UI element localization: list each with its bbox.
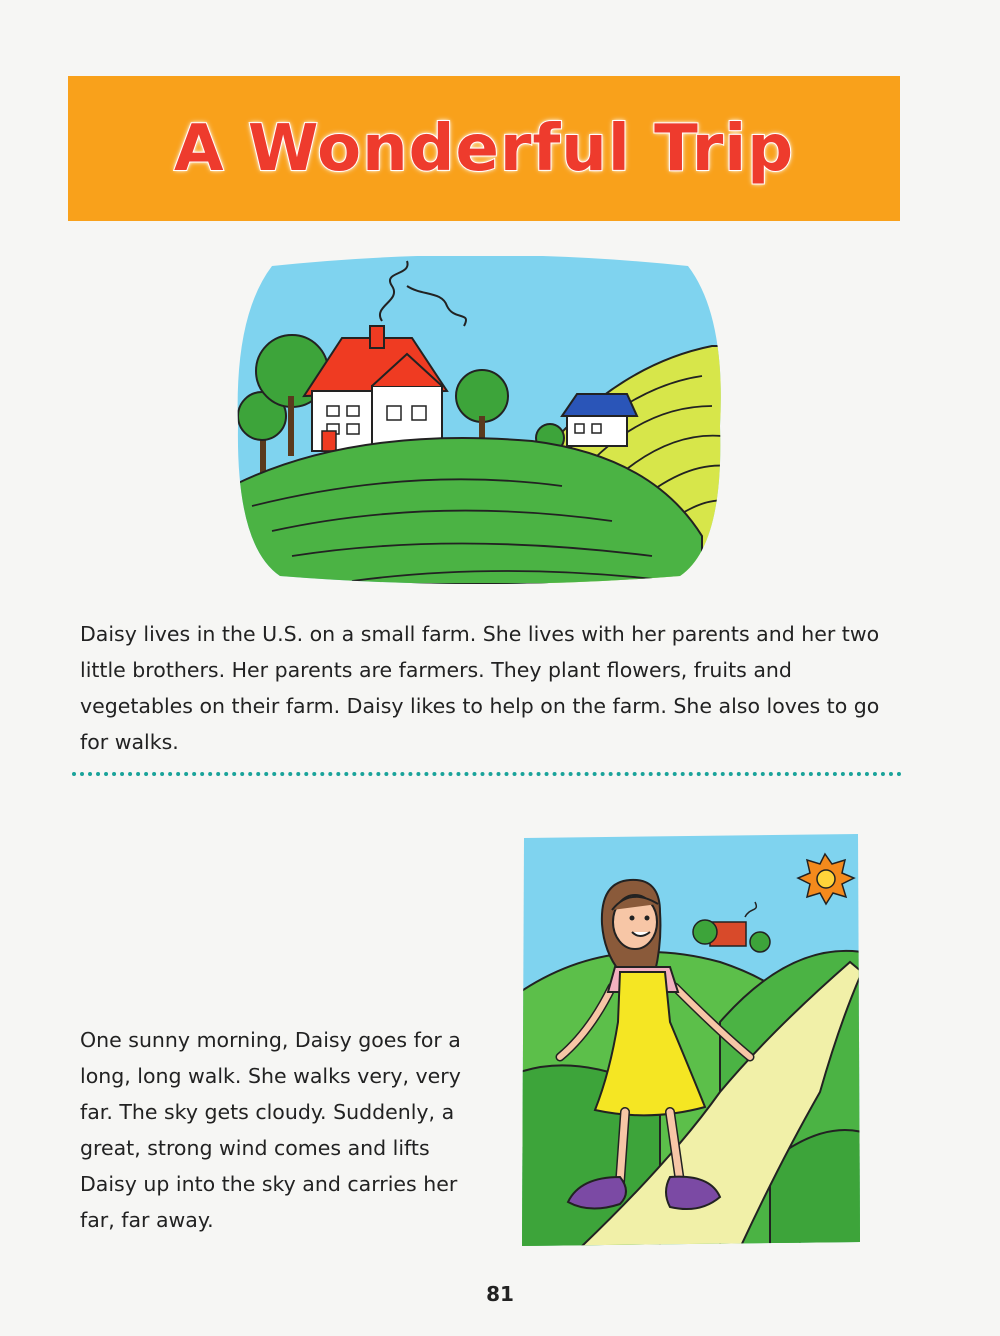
paragraph-1: Daisy lives in the U.S. on a small farm. She lives with her parents and her two little brothers. Her parents are farmers. They plant flowers, fruits and vegetables on their farm. Daisy likes to help on the farm. She also loves to go for walks. [80,622,880,754]
title-banner [68,76,900,221]
paragraph-2: One sunny morning, Daisy goes for a long, long walk. She walks very, very far. The sky gets cloudy. Suddenly, a great, strong wind comes and lifts Daisy up into the sky and carries her far, far away. [80,1028,461,1232]
dotted-divider [72,772,902,776]
daisy-walking-illustration [520,832,862,1248]
page-title: A Wonderful Trip [174,111,794,186]
page-number: 81 [486,1282,514,1306]
farm-landscape-illustration [232,256,728,584]
